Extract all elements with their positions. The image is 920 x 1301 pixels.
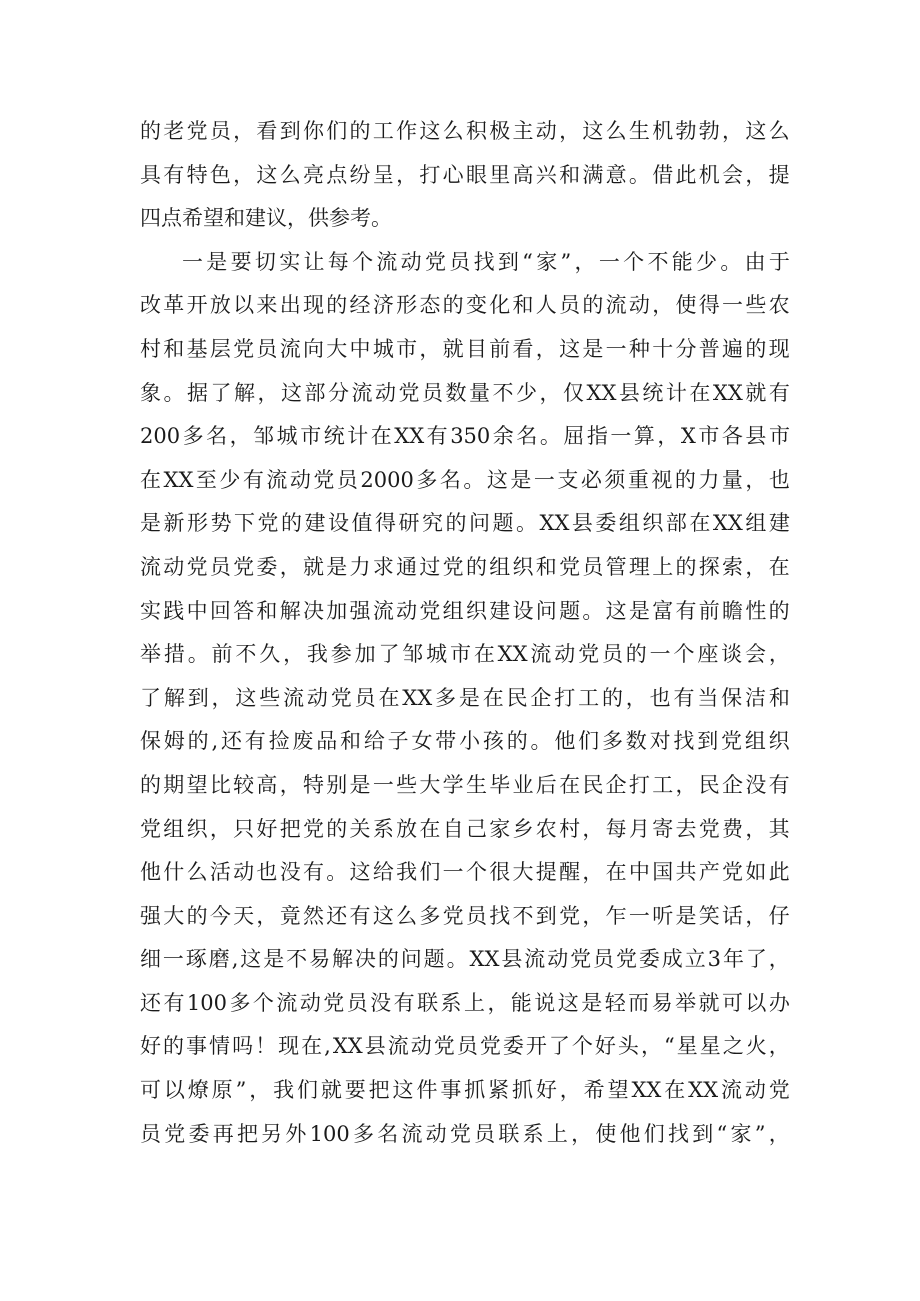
- text-line: 改 革 开 放 以 来 出 现 的 经 济 形 态 的 变 化 和 人 员 的 流 动 ， 使 得 一 些 农: [140, 293, 790, 318]
- text-line: 还 有 100 多 个 流 动 党 员 没 有 联 系 上 ， 能 说 这 是 轻 而 易 举 就 可 以 办: [140, 990, 790, 1015]
- text-line: 在 XX 至 少 有 流 动 党 员 2000 多 名 。 这 是 一 支 必 须 重 视 的 力 量 ， 也: [140, 467, 790, 492]
- text-line: 强 大 的 今 天 ， 竟 然 还 有 这 么 多 党 员 找 不 到 党 ， 乍 一 听 是 笑 话 ， 仔: [140, 903, 790, 928]
- text-line: 举 措 。 前 不 久 ， 我 参 加 了 邹 城 市 在 XX 流 动 党 员 的 一 个 座 谈 会 ，: [140, 642, 790, 667]
- text-line: 员 党 委 再 把 另 外 100 多 名 流 动 党 员 联 系 上 ， 使 他 们 找 到 “ 家 ” ，: [140, 1121, 790, 1146]
- text-line: 村 和 基 层 党 员 流 向 大 中 城 市 ， 就 目 前 看 ， 这 是 一 种 十 分 普 遍 的 现: [140, 336, 790, 361]
- text-line: 细 一 琢 磨 , 这 是 不 易 解 决 的 问 题 。 XX 县 流 动 党 员 党 委 成 立 3 年 了 ，: [140, 947, 790, 972]
- text-line: 他 什 么 活 动 也 没 有 。 这 给 我 们 一 个 很 大 提 醒 ， 在 中 国 共 产 党 如 此: [140, 860, 790, 885]
- text-line: 具 有 特 色 ， 这 么 亮 点 纷 呈 ， 打 心 眼 里 高 兴 和 满 意 。 借 此 机 会 ， 提: [140, 162, 790, 187]
- document-body: [140, 110, 790, 1200]
- text-line: 流 动 党 员 党 委 ， 就 是 力 求 通 过 党 的 组 织 和 党 员 管 理 上 的 探 索 ， 在: [140, 554, 790, 579]
- text-line: 的 期 望 比 较 高 ， 特 别 是 一 些 大 学 生 毕 业 后 在 民 企 打 工 ， 民 企 没 有: [140, 772, 790, 797]
- text-line: 可 以 燎 原 ” ， 我 们 就 要 把 这 件 事 抓 紧 抓 好 ， 希 望 XX 在 XX 流 动 党: [140, 1078, 790, 1103]
- text-line: 四点希望和建议，供参考。: [140, 206, 392, 231]
- text-line: 保 姆 的 , 还 有 捡 废 品 和 给 子 女 带 小 孩 的 。 他 们 多 数 对 找 到 党 组 织: [140, 729, 790, 754]
- text-line: 一 是 要 切 实 让 每 个 流 动 党 员 找 到 “ 家 ” ， 一 个 不 能 少 。 由 于: [182, 249, 790, 274]
- text-line: 是 新 形 势 下 党 的 建 设 值 得 研 究 的 问 题 。 XX 县 委 组 织 部 在 XX 组 建: [140, 511, 790, 536]
- text-line: 实 践 中 回 答 和 解 决 加 强 流 动 党 组 织 建 设 问 题 。 这 是 富 有 前 瞻 性 的: [140, 598, 790, 623]
- text-line: 了 解 到 ， 这 些 流 动 党 员 在 XX 多 是 在 民 企 打 工 的 ， 也 有 当 保 洁 和: [140, 685, 790, 710]
- text-line: 党 组 织 ， 只 好 把 党 的 关 系 放 在 自 己 家 乡 农 村 ， 每 月 寄 去 党 费 ， 其: [140, 816, 790, 841]
- text-line: 的 老 党 员 ， 看 到 你 们 的 工 作 这 么 积 极 主 动 ， 这 么 生 机 勃 勃 ， 这 么: [140, 119, 790, 143]
- text-line: 象 。 据 了 解 ， 这 部 分 流 动 党 员 数 量 不 少 ， 仅 XX 县 统 计 在 XX 就 有: [140, 380, 790, 405]
- text-line: [140, 1156, 790, 1200]
- text-line: 200 多 名 ， 邹 城 市 统 计 在 XX 有 350 余 名 。 屈 指 一 算 ， X 市 各 县 市: [140, 424, 790, 449]
- text-line: 好 的 事 情 吗 ！ 现 在 , XX 县 流 动 党 员 党 委 开 了 个 好 头 ， “ 星 星 之 火 ，: [140, 1034, 790, 1059]
